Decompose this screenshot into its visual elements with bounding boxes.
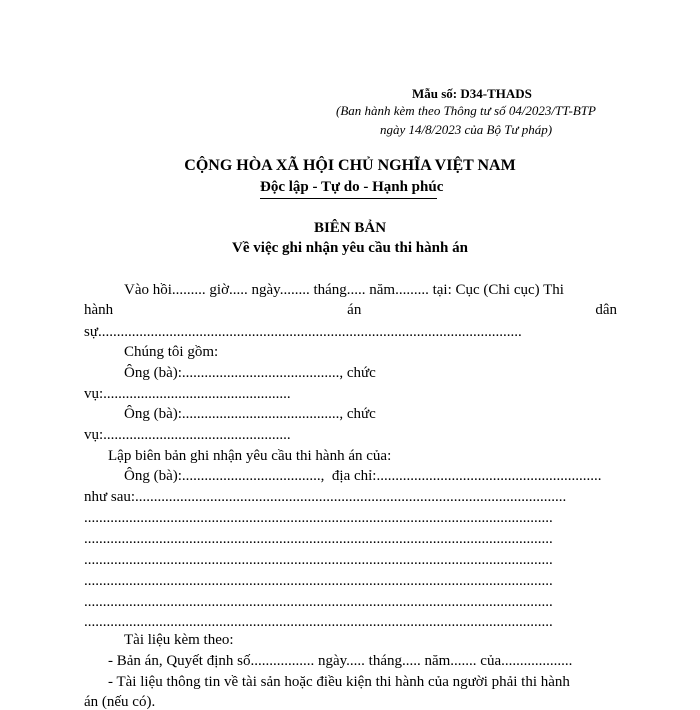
dotted-line: ............................................................................................................................. xyxy=(84,552,553,568)
body-line-members: Chúng tôi gồm: xyxy=(124,344,219,360)
motto-underline xyxy=(260,198,437,199)
body-line-justified xyxy=(84,303,617,318)
body-line-time: Vào hồi......... giờ..... ngày........ tháng..... năm......... tại: Cục (Chi cục) Thi xyxy=(124,282,564,298)
member-1-name: Ông (bà):.........................................., chức xyxy=(124,365,376,381)
body-line-su: sự................................................................................................................. xyxy=(84,324,522,340)
member-2-position: vụ:.................................................. xyxy=(84,427,291,443)
form-number: Mẫu số: D34-THADS xyxy=(412,86,532,101)
member-1-position: vụ:.................................................. xyxy=(84,386,291,402)
word-dan: dân xyxy=(595,302,617,318)
dotted-line: ............................................................................................................................. xyxy=(84,531,553,547)
doc-title: BIÊN BẢN xyxy=(313,220,387,236)
body-line-record: Lập biên bản ghi nhận yêu cầu thi hành án của: xyxy=(108,448,392,464)
word-an: án xyxy=(347,302,362,318)
dotted-line: ............................................................................................................................. xyxy=(84,614,553,630)
issued-note: (Ban hành kèm theo Thông tư số 04/2023/TT-BTP xyxy=(336,103,596,118)
requester-line: Ông (bà):....................................., địa chỉ:............................................................ xyxy=(124,468,602,484)
requester-content: như sau:................................................................................................................... xyxy=(84,489,567,505)
word-hanh: hành xyxy=(84,302,114,318)
attachment-assets-cont: án (nếu có). xyxy=(84,694,156,710)
member-2-name: Ông (bà):.........................................., chức xyxy=(124,406,376,422)
national-motto: Độc lập - Tự do - Hạnh phúc xyxy=(260,179,444,195)
national-title: CỘNG HÒA XÃ HỘI CHỦ NGHĨA VIỆT NAM xyxy=(184,157,516,174)
attachment-judgment: - Bản án, Quyết định số................. ngày..... tháng..... năm....... của................... xyxy=(108,653,573,669)
issued-date: ngày 14/8/2023 của Bộ Tư pháp) xyxy=(380,122,553,137)
dotted-line: ............................................................................................................................. xyxy=(84,573,553,589)
dotted-line: ............................................................................................................................. xyxy=(84,510,553,526)
attachment-assets: - Tài liệu thông tin về tài sản hoặc điều kiện thi hành của người phải thi hành xyxy=(108,674,570,690)
doc-subtitle: Về việc ghi nhận yêu cầu thi hành án xyxy=(232,240,468,256)
dotted-line: ............................................................................................................................. xyxy=(84,594,553,610)
attachments-title: Tài liệu kèm theo: xyxy=(124,632,234,648)
